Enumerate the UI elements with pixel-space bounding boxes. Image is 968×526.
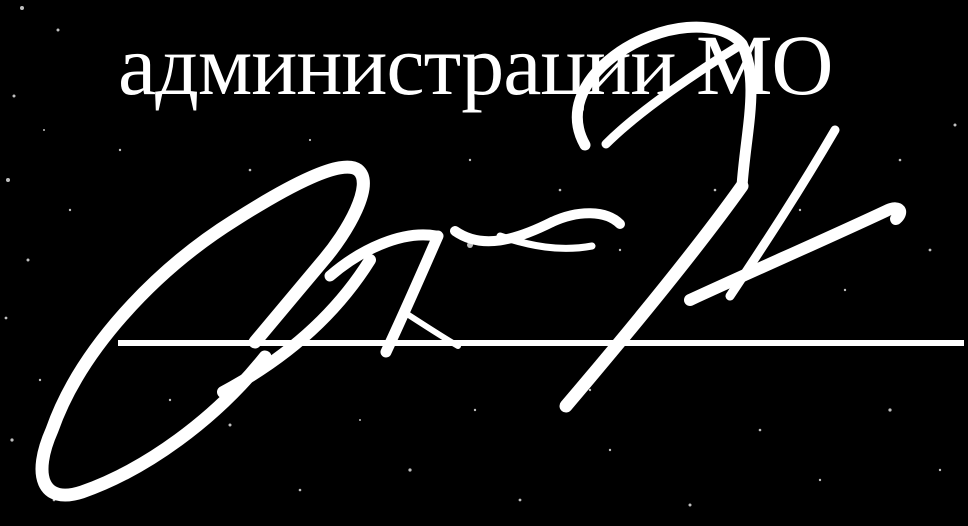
- document-text: администрации МО: [118, 17, 833, 113]
